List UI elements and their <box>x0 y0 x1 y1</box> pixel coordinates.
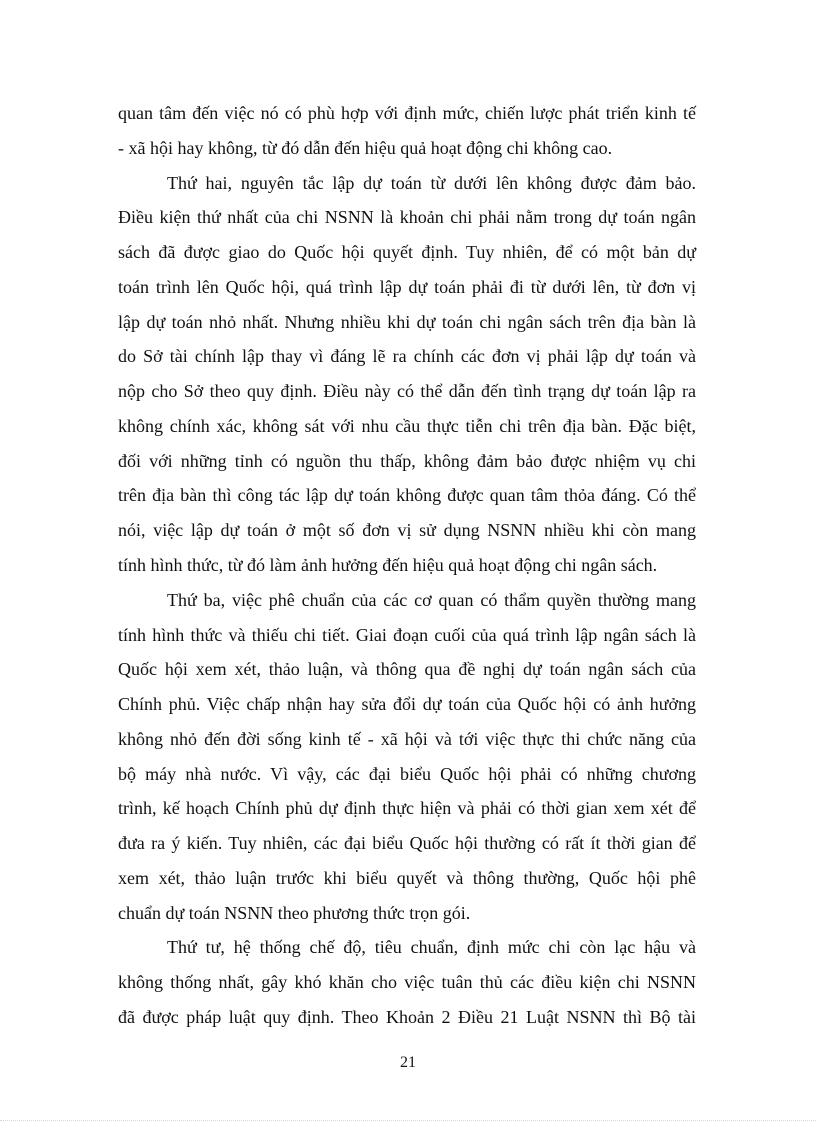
paragraph-4-line-2: không thống nhất, gây khó khăn cho việc tuân thủ các điều kiện chi NSNN <box>118 972 696 992</box>
paragraph-3-line-8: đưa ra ý kiến. Tuy nhiên, các đại biểu Quốc hội thường có rất ít thời gian để <box>118 833 696 853</box>
paragraph-1-line-1: quan tâm đến việc nó có phù hợp với định mức, chiến lược phát triển kinh tế <box>118 103 696 123</box>
paragraph-2-line-11: nói, việc lập dự toán ở một số đơn vị sử dụng NSNN nhiều khi còn mang <box>118 520 696 540</box>
paragraph-2-line-8: không chính xác, không sát với nhu cầu thực tiễn chi trên địa bàn. Đặc biệt, <box>118 416 696 436</box>
paragraph-4-line-1: Thứ tư, hệ thống chế độ, tiêu chuẩn, định mức chi còn lạc hậu và <box>167 937 696 957</box>
page-bottom-divider <box>0 1120 816 1121</box>
paragraph-3-line-6: bộ máy nhà nước. Vì vậy, các đại biểu Quốc hội phải có những chương <box>118 764 696 784</box>
paragraph-3-line-7: trình, kế hoạch Chính phủ dự định thực hiện và phải có thời gian xem xét để <box>118 798 696 818</box>
paragraph-3-line-2: tính hình thức và thiếu chi tiết. Giai đoạn cuối của quá trình lập ngân sách là <box>118 625 696 645</box>
paragraph-2-line-4: toán trình lên Quốc hội, quá trình lập dự toán phải đi từ dưới lên, từ đơn vị <box>118 277 696 297</box>
paragraph-1-line-2: - xã hội hay không, từ đó dẫn đến hiệu quả hoạt động chi không cao. <box>118 138 613 158</box>
paragraph-2-line-5: lập dự toán nhỏ nhất. Nhưng nhiều khi dự toán chi ngân sách trên địa bàn là <box>118 312 696 332</box>
page-number: 21 <box>400 1054 416 1071</box>
paragraph-2-line-12: tính hình thức, từ đó làm ảnh hưởng đến hiệu quả hoạt động chi ngân sách. <box>118 555 658 575</box>
paragraph-3-line-5: không nhỏ đến đời sống kinh tế - xã hội và tới việc thực thi chức năng của <box>118 729 696 749</box>
paragraph-4-line-3: đã được pháp luật quy định. Theo Khoản 2 Điều 21 Luật NSNN thì Bộ tài <box>118 1007 696 1027</box>
paragraph-2-line-1: Thứ hai, nguyên tắc lập dự toán từ dưới lên không được đảm bảo. <box>167 173 696 193</box>
paragraph-3-line-10: chuẩn dự toán NSNN theo phương thức trọn gói. <box>118 903 471 923</box>
paragraph-2-line-7: nộp cho Sở theo quy định. Điều này có thể dẫn đến tình trạng dự toán lập ra <box>118 381 696 401</box>
paragraph-3-line-9: xem xét, thảo luận trước khi biểu quyết và thông thường, Quốc hội phê <box>118 868 696 888</box>
paragraph-2-line-10: trên địa bàn thì công tác lập dự toán không được quan tâm thỏa đáng. Có thể <box>118 485 696 505</box>
paragraph-2-line-9: đối với những tỉnh có nguồn thu thấp, không đảm bảo được nhiệm vụ chi <box>118 451 696 471</box>
paragraph-3-line-1: Thứ ba, việc phê chuẩn của các cơ quan có thẩm quyền thường mang <box>167 590 696 610</box>
paragraph-3-line-3: Quốc hội xem xét, thảo luận, và thông qua đề nghị dự toán ngân sách của <box>118 659 696 679</box>
paragraph-2-line-2: Điều kiện thứ nhất của chi NSNN là khoản chi phải nằm trong dự toán ngân <box>118 207 696 227</box>
paragraph-2-line-3: sách đã được giao do Quốc hội quyết định. Tuy nhiên, để có một bản dự <box>118 242 696 262</box>
paragraph-2-line-6: do Sở tài chính lập thay vì đáng lẽ ra chính các đơn vị phải lập dự toán và <box>118 346 696 366</box>
paragraph-3-line-4: Chính phủ. Việc chấp nhận hay sửa đổi dự toán của Quốc hội có ảnh hưởng <box>118 694 696 714</box>
